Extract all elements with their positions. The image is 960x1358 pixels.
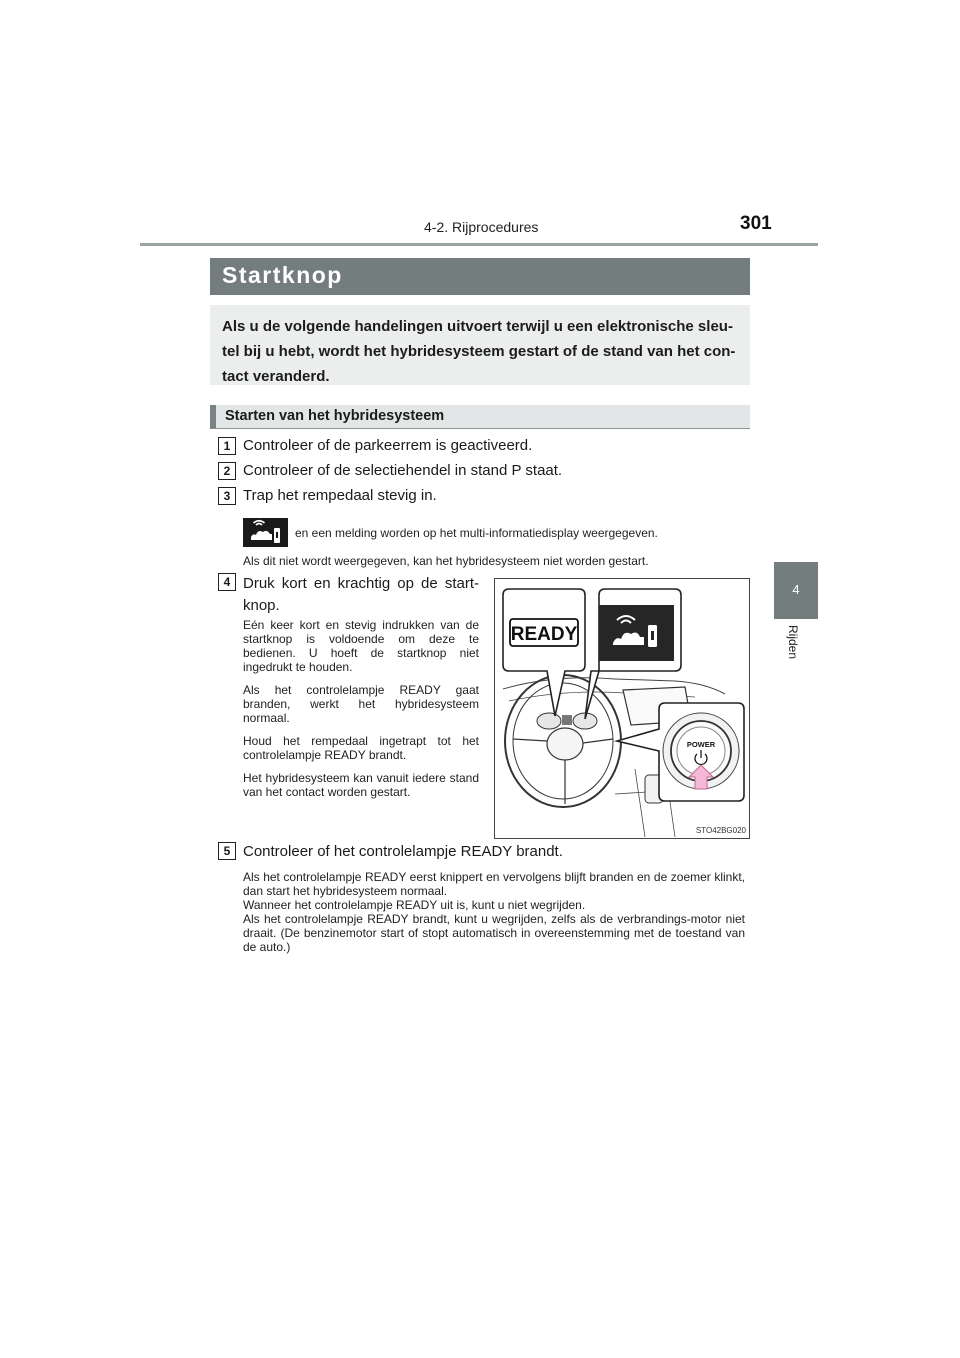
step4-notes [243,618,479,808]
step3-note: Als dit niet wordt weergegeven, kan het hybridesysteem niet worden gestart. [243,554,649,568]
ready-indicator-label: READY [510,624,578,645]
step5-notes [243,870,745,954]
chapter-label: Rijden [786,625,800,660]
step-text-2: Controleer of de selectiehendel in stand P staat. [243,462,563,479]
figure-code: STO42BG020 [695,826,746,835]
step-badge-1: 1 [218,437,236,455]
brake-key-indicator-icon [243,518,288,547]
subsection-heading-bar [210,405,750,429]
step4-note: Als het controlelampje READY gaat branden, werkt het hybridesysteem normaal. [243,683,479,725]
step-badge-2: 2 [218,462,236,480]
chapter-number: 4 [792,582,800,597]
step-text-5: Controleer of het controlelampje READY brandt. [243,843,563,860]
subsection-heading: Starten van het hybridesysteem [225,408,445,424]
dashboard-illustration [494,578,750,839]
indicator-note: en een melding worden op het multi-informatiedisplay weergegeven. [295,526,658,540]
page-title-bar [210,258,750,295]
step-badge-5: 5 [218,842,236,860]
power-button-label: POWER [686,740,716,749]
step5-note: Wanneer het controlelampje READY uit is, kunt u niet wegrijden. [243,898,586,912]
step-text-1: Controleer of de parkeerrem is geactiveerd. [243,437,533,454]
header-divider [140,243,818,246]
step4-note: Eén keer kort en stevig indrukken van de startknop is voldoende om deze te bedienen. U hoeft de startknop niet ingedrukt te houden. [243,618,479,674]
step4-note: Het hybridesysteem kan vanuit iedere stand van het contact worden gestart. [243,771,479,799]
section-heading: 4-2. Rijprocedures [424,219,539,235]
page-number: 301 [740,213,772,234]
step-text-3: Trap het rempedaal stevig in. [243,487,437,504]
step-text-4: Druk kort en krachtig op de start-knop. [243,575,479,614]
step-badge-3: 3 [218,487,236,505]
chapter-tab [774,562,818,619]
step-badge-4: 4 [218,573,236,591]
step5-note: Als het controlelampje READY eerst knippert en vervolgens blijft branden en de zoemer klinkt, dan start het hybridesysteem normaal. [243,870,745,898]
intro-text: Als u de volgende handelingen uitvoert terwijl u een elektronische sleu-tel bij u hebt, wordt het hybridesysteem gestart of de stand van het con-tact veranderd. [210,305,750,385]
step4-note: Houd het rempedaal ingetrapt tot het controlelampje READY brandt. [243,734,479,762]
step5-note: Als het controlelampje READY brandt, kunt u wegrijden, zelfs als de verbrandings-motor niet draait. (De benzinemotor start of stopt automatisch in overeenstemming met de toestand van de auto.) [243,912,745,954]
page-title: Startknop [222,262,343,288]
